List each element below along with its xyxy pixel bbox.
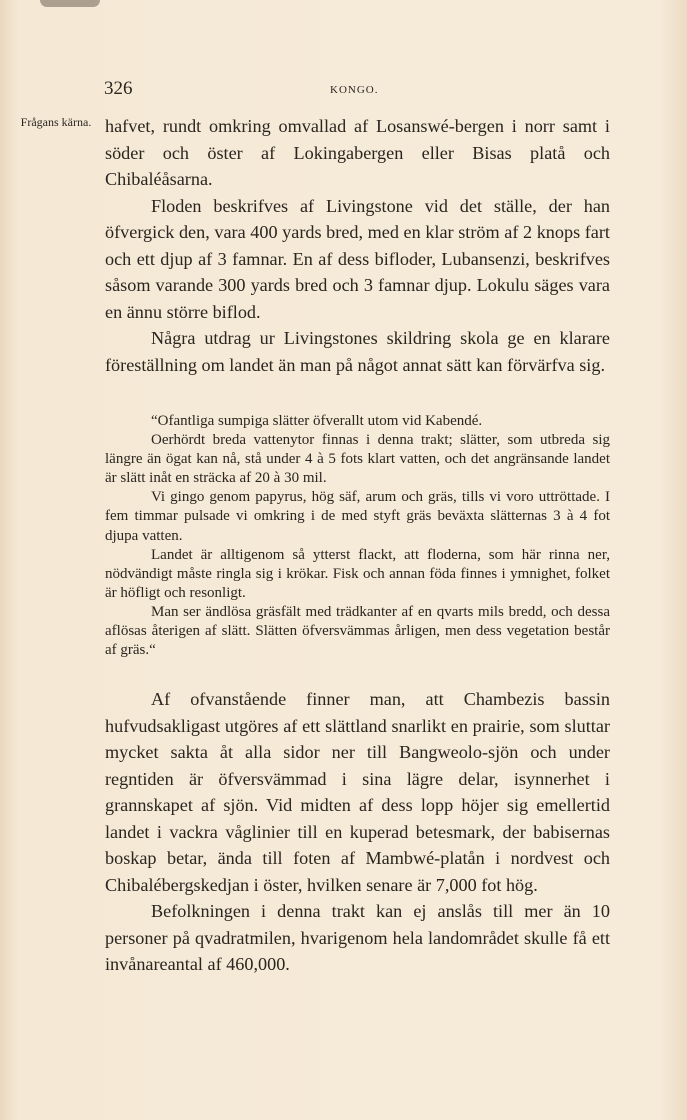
running-head: KONGO. <box>330 84 379 96</box>
block-quote <box>105 412 610 660</box>
quote-paragraph: “Ofantliga sumpiga slätter öfverallt utom vid Kabendé. <box>151 413 483 429</box>
margin-note: Frågans kärna. <box>20 115 92 129</box>
quote-paragraph: Vi gingo genom papyrus, hög säf, arum och gräs, tills vi voro uttröttade. I fem timmar pulsade vi omkring i de med styft gräs beväxta slätternas 3 à 4 fot djupa vatten. <box>105 489 610 544</box>
paragraph: Af ofvanstående finner man, att Chambezis bassin hufvudsakligast utgöres af ett slättland snarlikt en prairie, som sluttar mycket sakta åt alla sidor ner till Bangweolo-sjön och under regntiden är öfversvämmad i sina lägre delar, isynnerhet i grannskapet af sjön. Vid midten af dess lopp höjer sig emellertid landet i vackra våglinier till en kuperad betesmark, der babisernas boskap betar, ända till foten af Mambwé-platån i nordvest och Chibalébergskedjan i öster, hvilken senare är 7,000 fot hög. <box>105 689 610 895</box>
paragraph: hafvet, rundt omkring omvallad af Losanswé-bergen i norr samt i söder och öster af Lokingabergen eller Bisas platå och Chibaléåsarna. <box>105 116 610 189</box>
quote-paragraph: Oerhördt breda vattenytor finnas i denna trakt; slätter, som utbreda sig längre än ögat kan nå, stå under 4 à 5 fots klart vatten, och det angränsande landet är slätt inåt en sträcka af 20 à 30 mil. <box>105 432 610 487</box>
page-number: 326 <box>104 78 133 99</box>
body-text-top <box>105 113 610 378</box>
ink-smudge <box>40 0 100 7</box>
body-text-bottom <box>105 686 610 978</box>
paragraph: Några utdrag ur Livingstones skildring skola ge en klarare föreställning om landet än man på något annat sätt kan förvärfva sig. <box>105 328 610 375</box>
paragraph: Befolkningen i denna trakt kan ej anslås till mer än 10 personer på qvadratmilen, hvarigenom hela landområdet skulle få ett invånareantal af 460,000. <box>105 901 610 974</box>
paragraph: Floden beskrifves af Livingstone vid det ställe, der han öfvergick den, vara 400 yards bred, med en klar ström af 2 knops fart och ett djup af 3 famnar. En af dess bifloder, Lubansenzi, beskrifves såsom varande 300 yards bred och 3 famnar djup. Lokulu säges vara en ännu större biflod. <box>105 195 610 322</box>
quote-paragraph: Landet är alltigenom så ytterst flackt, att floderna, som här rinna ner, nödvändigt måste ringla sig i krökar. Fisk och annan föda finnes i ymnighet, folket är höfligt och resonligt. <box>105 546 610 601</box>
quote-paragraph: Man ser ändlösa gräsfält med trädkanter af en qvarts mils bredd, och dessa aflösas återigen af slätt. Slätten öfversvämmas årligen, men dess vegetation består af gräs.“ <box>105 603 610 659</box>
